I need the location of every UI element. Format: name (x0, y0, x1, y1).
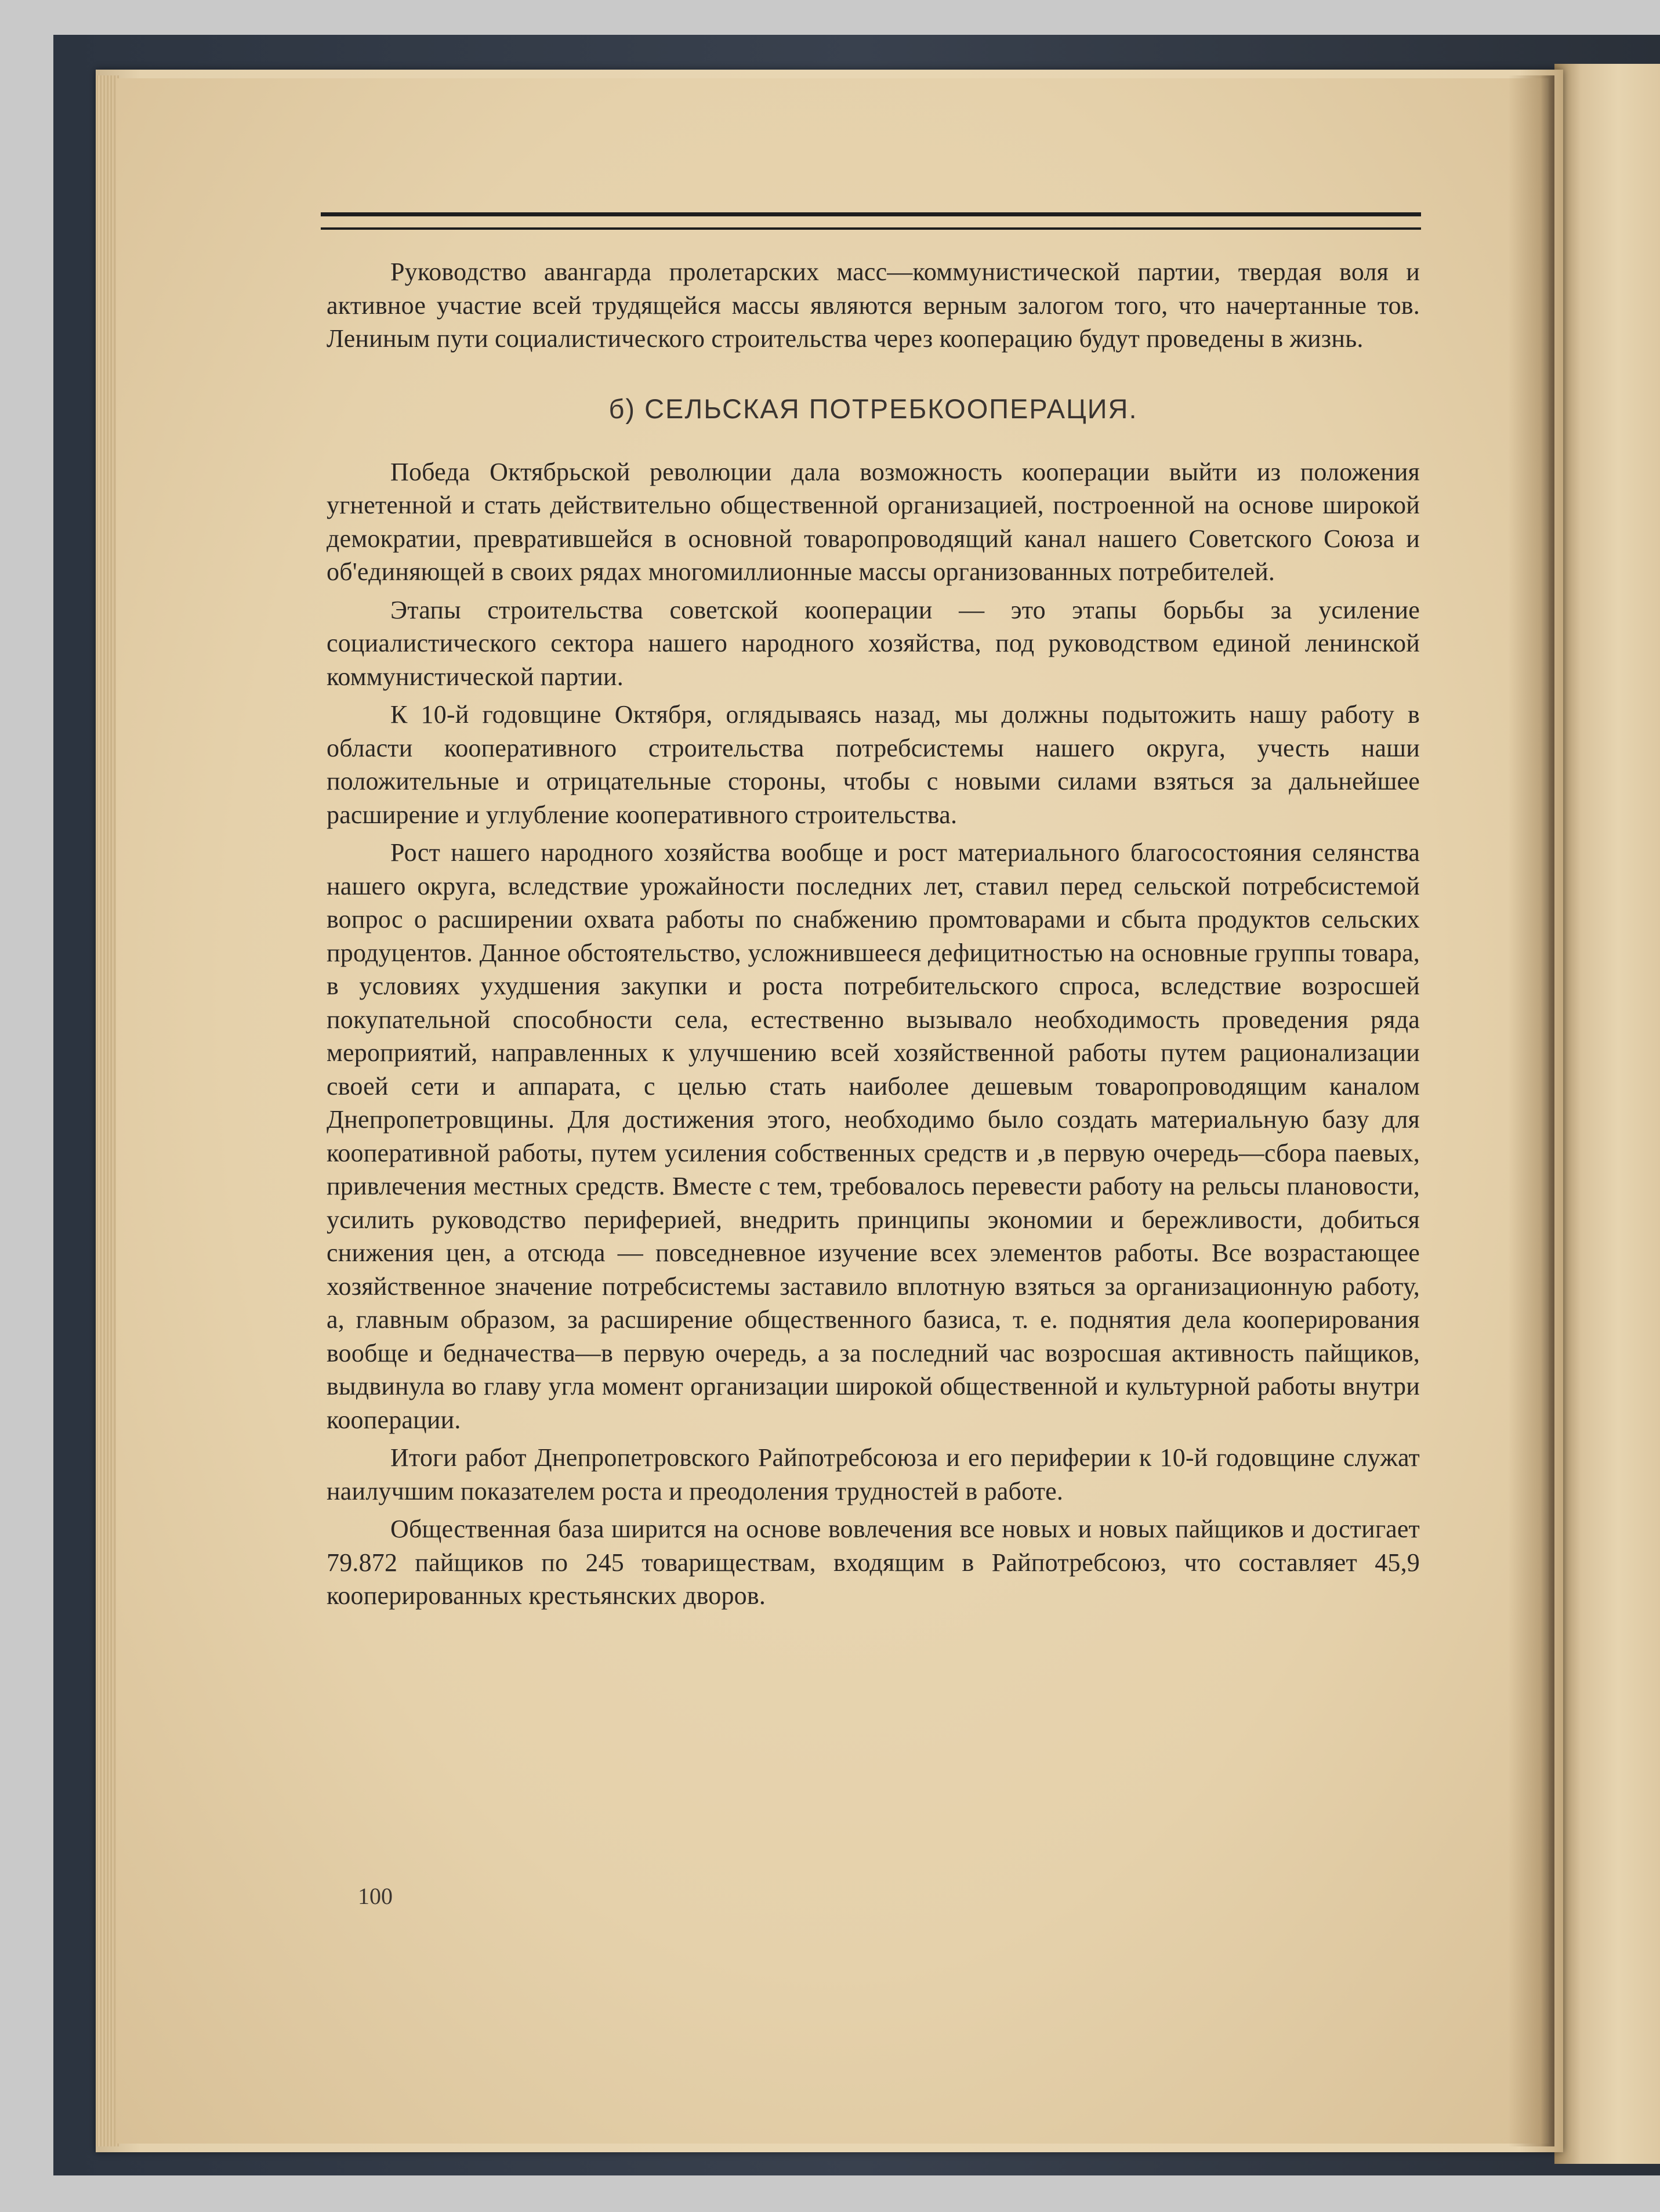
paragraph-intro: Руководство авангарда пролетарских масс—коммунистической партии, твердая воля и активное участие всей трудящейся массы являются верным залогом того, что начертанные тов. Лениным пути социалистического строительства через кооперацию будут проведены в жизнь. (327, 258, 1420, 353)
paragraph: Рост нашего народного хозяйства вообще и рост материального благосостояния селянства нашего округа, вследствие урожайности последних лет, ставил перед сельской потребсистемой вопрос о расширении охвата работы по снабжению промтоварами и сбыта продуктов сельских продуцентов. Данное обстоятельство, усложнившееся дефицитностью на основные группы товара, в условиях ухудшения закупки и роста потребительского спроса, вследствие возросшей покупательной способности села, естественно вызывало необходимость проведения ряда мероприятий, направленных к улучшению всей хозяйственной работы путем рационализации своей сети и аппарата, с целью стать наиболее дешевым товаропроводящим каналом Днепропетровщины. Для достижения этого, необходимо было создать материальную базу для кооперативной работы, путем усиления собственных средств и ,в первую очередь—сбора паевых, привлечения местных средств. Вместе с тем, требовалось перевести работу на рельсы плановости, усилить руководство периферией, внедрить принципы экономии и бережливости, добиться снижения цен, а отсюда — повседневное изучение всех элементов работы. Все возрастающее хозяйственное значение потребсистемы заставило вплотную взяться за организационную работу, а, главным образом, за расширение общественного базиса, т. е. поднятия дела кооперирования вообще и бедначества—в первую очередь, а за последний час возросшая активность пайщиков, выдвинула во главу угла момент организации широкой общественной и культурной работы внутри кооперации. (327, 838, 1420, 1434)
page-edges (96, 75, 119, 2146)
section-heading: б) СЕЛЬСКАЯ ПОТРЕБКООПЕРАЦИЯ. (608, 393, 1138, 424)
paragraph: Итоги работ Днепропетровского Райпотребсоюза и его периферии к 10-й годовщине служат наилучшим показателем роста и преодоления трудностей в работе. (327, 1443, 1420, 1505)
page-gutter (1508, 75, 1554, 2146)
facing-page-edge (1554, 64, 1660, 2164)
header-rule-thin (321, 227, 1421, 230)
page-content (327, 255, 1420, 1613)
paragraph: Общественная база ширится на основе вовлечения все новых и новых пайщиков и достигает 79.872 пайщиков по 245 товариществам, входящим в Райпотребсоюз, что составляет 45,9 кооперированных крестьянских дворов. (327, 1515, 1420, 1610)
paragraph: Победа Октябрьской революции дала возможность кооперации выйти из положения угнетенной и стать действительно общественной организацией, построенной на основе широкой демократии, превратившейся в основной товаропроводящий канал нашего Советского Союза и об'единяющей в своих рядах многомиллионные массы организованных потребителей. (327, 457, 1420, 586)
paragraph: К 10-й годовщине Октября, оглядываясь назад, мы должны подытожить нашу работу в области кооперативного строительства потребсистемы нашего округа, учесть наши положительные и отрицательные стороны, чтобы с новыми силами взяться за дальнейшее расширение и углубление кооперативного строительства. (327, 700, 1420, 829)
header-rule-thick (321, 212, 1421, 216)
paragraph: Этапы строительства советской кооперации — это этапы борьбы за усиление социалистического сектора нашего народного хозяйства, под руководством единой ленинской коммунистической партии. (327, 595, 1420, 691)
page-number: 100 (358, 1883, 393, 1909)
